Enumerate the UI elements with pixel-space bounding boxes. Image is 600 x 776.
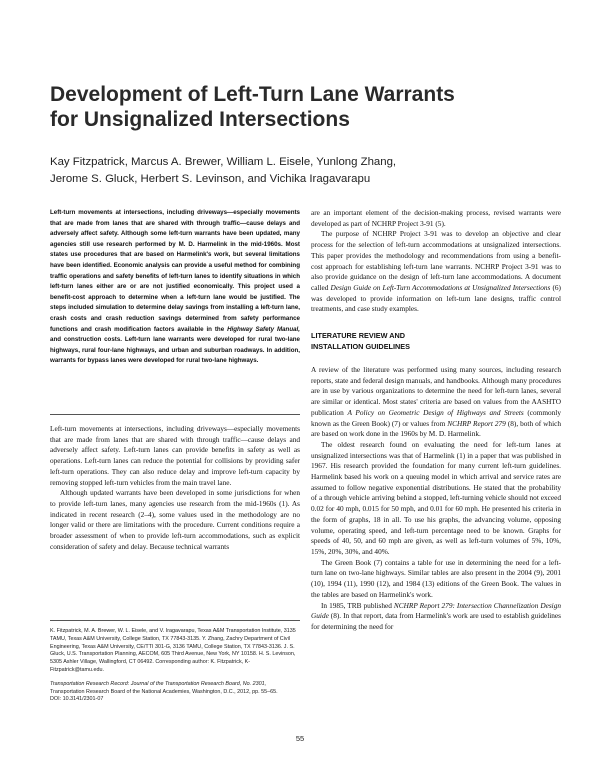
right-paragraph-4: The oldest research found on evaluating the need for left-turn lanes at unsignalized intersections was that of Harmelink (1) in a paper that was published in 1967. His research provided the foundation for many current left-turn guidelines. Harmelink based his work on a queuing model in which arrival and service rates are assumed to follow negative exponential distributions. He stated that the probability of a through vehicle arriving behind a stopped, left-turning vehicle should not exceed 0.02 for 40 mph, 0.015 for 50 mph, and 0.01 for 60 mph. He presented his criteria in the form of graphs, 18 in all. To use his graphs, the advancing volume, opposing volume, operating speed, and left-turn percentage need to be known. Graphs for speeds of 40, 50, and 60 mph are given, as well as left-turn volumes of 5%, 10%, 15%, 20%, 30%, and 40%. <box>311 439 561 556</box>
abstract-text: Left-turn movements at intersections, including driveways—especially movements that are made from lanes that are shared with through traffic—cause delays and adversely affect safety. Although some left-turn warrants have been updated, many agencies still use research performed by M. D. Harmelink in the mid-1960s. Most states use procedures that are based on Harmelink's work, but several limitations have been identified. Economic analysis can provide a useful method for combining traffic operations and safety benefits of left-turn lanes to identify situations in which left-turn lanes either are or are not justified economically. This project used a benefit-cost approach to determine when a left-turn lane would be justified. The steps included simulation to determine delay savings from installing a left-turn lane, crash costs and crash reduction savings determined from safety performance functions and crash modification factors available in the Highway Safety Manual, and construction costs. Left-turn lane warrants were developed for rural two-lane highways, rural four-lane highways, and urban and suburban roadways. In addition, warrants for bypass lanes were developed for rural two-lane highways. <box>50 209 300 365</box>
journal-reference: Transportation Research Record: Journal of the Transportation Research Board, No. 2301, Transportation Research Board of the National Academies, Washington, D.C., 2012, pp. 55–65. DOI: 10.3141/2301-07 <box>50 680 278 703</box>
abstract-divider <box>50 414 300 415</box>
footnote-divider <box>50 620 300 621</box>
right-paragraph-5: The Green Book (7) contains a table for use in determining the need for a left-turn lane on two-lane highways. Similar tables are also present in the 2004 (9), 2001 (10), 1994 (11), 1990 (12), and 1984 (13) editions of the Green Book. The values in the tables are based on Harmelink's work. <box>311 557 561 599</box>
page-number: 55 <box>295 734 305 743</box>
doi: DOI: 10.3141/2301-07 <box>50 696 104 703</box>
right-paragraph-1: are an important element of the decision-making process, revised warrants were developed as part of NCHRP Project 3-91 (5). <box>311 208 561 228</box>
abstract <box>50 208 300 367</box>
right-paragraph-6: In 1985, TRB published NCHRP Report 279: Intersection Channelization Design Guide (8). In that report, data from Harmelink's work are used to establish guidelines for determining the need for <box>311 600 562 631</box>
title-line-1: Development of Left-Turn Lane Warrants <box>50 83 455 106</box>
author-list <box>50 154 570 188</box>
left-paragraph-2: Although updated warrants have been developed in some jurisdictions for when to provide left-turn lanes, many agencies use research from the mid-1960s (1). As indicated in recent research (2–4), some values used in the methodology are no longer valid or there are limitations with the procedure. Current conditions require a broader assessment of when to provide left-turn accommodations, such as explicit consideration of safety and delay. Because technical warrants <box>50 488 300 551</box>
right-paragraph-2: The purpose of NCHRP Project 3-91 was to develop an objective and clear process for the selection of left-turn accommodations at unsignalized intersections. This paper provides the methodology and recommendations from using a benefit-cost approach for establishing left-turn lane warrants. NCHRP Project 3-91 was to also provide guidance on the design of left-turn lane accommodations. A document called Design Guide on Left-Turn Accommodations at Unsignalized Intersections (6) was developed to provide information on left-turn lane designs, traffic control treatments, and case study examples. <box>311 229 561 314</box>
body-right-column <box>311 208 561 633</box>
section-heading-literature-review: LITERATURE REVIEW AND INSTALLATION GUIDELINES <box>311 331 411 352</box>
right-paragraph-3: A review of the literature was performed using many sources, including research reports, state and federal design manuals, and handbooks. Although many procedures are in use by various organizations to determine the need for left-turn lanes, several are similar or identical. Most states' criteria are based on values from the AASHTO publication A Policy on Geometric Design of Highways and Streets (commonly known as the Green Book) (7) or values from NCHRP Report 279 (8), both of which are based on work done in the 1960s by M. D. Harmelink. <box>311 365 561 439</box>
paper-title <box>50 82 570 132</box>
author-affiliations: K. Fitzpatrick, M. A. Brewer, W. L. Eisele, and V. Iragavarapu, Texas A&M Transportation Institute, 3135 TAMU, Texas A&M University, College Station, TX 77843-3135. Y. Zhang, Zachry Department of Civil Engineering, Texas A&M University, CE/TTI 301-G, 3136 TAMU, College Station, TX 77843-3136. J. S. Gluck, U.S. Transportation Planning, AECOM, 605 Third Avenue, New York, NY 10158. H. S. Levinson, 5305 Ashler Village, Wallingford, CT 06492. Corresponding author: K. Fitzpatrick, K-Fitzpatrick@tamu.edu. <box>50 628 296 673</box>
authors-line-1: Kay Fitzpatrick, Marcus A. Brewer, William L. Eisele, Yunlong Zhang, <box>50 156 397 168</box>
footnotes <box>50 628 300 710</box>
authors-line-2: Jerome S. Gluck, Herbert S. Levinson, and Vichika Iragavarapu <box>50 173 371 185</box>
left-paragraph-1: Left-turn movements at intersections, including driveways—especially movements that are made from lanes that are shared with through traffic—cause delays and adversely affect safety. Left-turn lanes can provide benefits in safety as well as operations. Left-turn lanes can reduce the potential for collisions by providing safer left-turn operations. They can also reduce delay and improve left-turn capacity by removing stopped left-turn vehicles from the main travel lane. <box>50 424 300 487</box>
title-line-2: for Unsignalized Intersections <box>50 108 350 131</box>
body-left-column <box>50 424 300 552</box>
